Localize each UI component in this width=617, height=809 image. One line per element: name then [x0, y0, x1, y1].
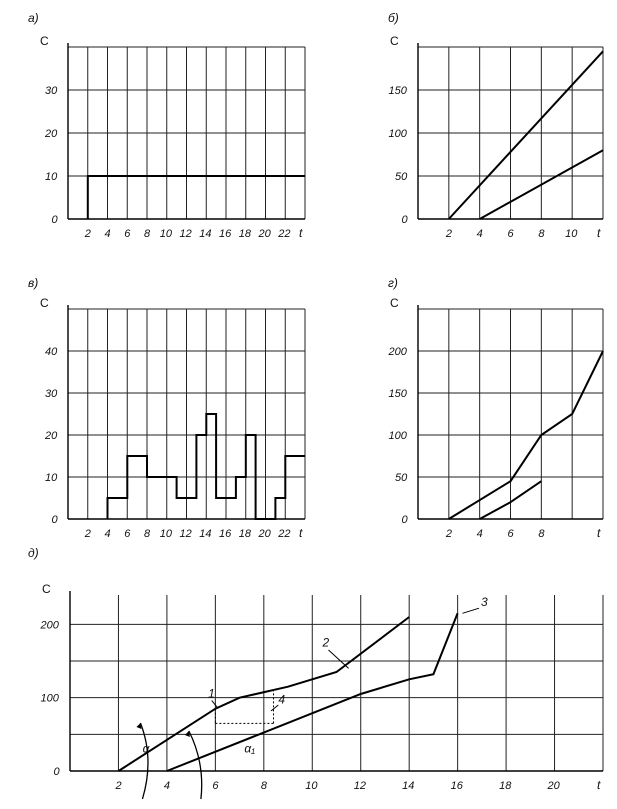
x-tick-label: 4	[476, 528, 483, 540]
y-tick-label: 50	[395, 171, 408, 183]
x-tick-label: 8	[260, 780, 267, 792]
x-tick-label: 18	[499, 780, 512, 792]
y-tick-label: 100	[388, 430, 407, 442]
x-tick-label: 12	[179, 228, 192, 240]
panel-label: в)	[28, 276, 39, 290]
x-tick-label: 6	[124, 528, 131, 540]
grid	[70, 595, 603, 771]
y-axis-label: C	[40, 296, 49, 310]
series-label-2: 2	[322, 635, 330, 650]
y-tick-label: 0	[53, 766, 60, 778]
chart-d	[28, 546, 603, 799]
y-tick-label: 0	[401, 514, 408, 526]
x-axis-label: t	[299, 226, 303, 240]
y-axis-label: C	[390, 296, 399, 310]
leader-line	[212, 701, 218, 708]
y-tick-label: 0	[51, 214, 58, 226]
x-tick-label: 14	[402, 780, 415, 792]
x-tick-label: 14	[199, 228, 212, 240]
x-tick-label: 16	[219, 228, 232, 240]
y-tick-label: 100	[388, 128, 407, 140]
chart-a	[28, 11, 305, 240]
leader-line	[329, 650, 349, 668]
y-tick-label: 0	[401, 214, 408, 226]
chart-g	[388, 276, 604, 540]
y-tick-label: 200	[388, 346, 407, 358]
panel-label: г)	[388, 276, 398, 290]
x-tick-label: 10	[159, 228, 172, 240]
panel-label: б)	[388, 11, 399, 25]
y-tick-label: 20	[45, 430, 58, 442]
y-tick-label: 40	[45, 346, 58, 358]
y-tick-label: 30	[45, 388, 58, 400]
angle-arc-alpha1	[189, 731, 202, 799]
x-tick-label: 8	[538, 228, 545, 240]
x-tick-label: 2	[84, 228, 91, 240]
grid	[68, 47, 305, 219]
x-tick-label: 18	[238, 228, 251, 240]
x-tick-label: 16	[450, 780, 463, 792]
x-tick-label: 4	[104, 528, 111, 540]
x-tick-label: 20	[258, 228, 271, 240]
annotation: α	[142, 741, 150, 756]
x-tick-label: 4	[104, 228, 111, 240]
y-axis-label: C	[40, 34, 49, 48]
y-tick-label: 150	[388, 388, 407, 400]
y-tick-label: 0	[51, 514, 58, 526]
annotation: 1	[208, 686, 215, 701]
x-tick-label: 10	[159, 528, 172, 540]
y-tick-label: 10	[45, 472, 58, 484]
y-tick-label: 150	[388, 85, 407, 97]
x-tick-label: 20	[258, 528, 271, 540]
x-tick-label: 4	[163, 780, 171, 792]
panel-label: д)	[28, 546, 39, 560]
x-tick-label: 2	[445, 528, 452, 540]
leader-line	[271, 705, 278, 711]
leader-line	[462, 608, 479, 613]
x-tick-label: 14	[199, 528, 212, 540]
x-axis-label: t	[299, 526, 303, 540]
x-axis-label: t	[597, 778, 601, 792]
x-tick-label: 6	[212, 780, 219, 792]
x-axis-label: t	[597, 526, 601, 540]
annotation: α₁	[244, 741, 256, 756]
x-tick-label: 16	[219, 528, 232, 540]
x-tick-label: 18	[238, 528, 251, 540]
chart-b	[388, 11, 603, 240]
x-tick-label: 8	[144, 528, 151, 540]
y-tick-label: 10	[45, 171, 58, 183]
x-tick-label: 20	[547, 780, 560, 792]
y-tick-label: 50	[395, 472, 408, 484]
grid	[68, 309, 305, 519]
x-axis-label: t	[597, 226, 601, 240]
x-tick-label: 6	[507, 228, 514, 240]
annotation: 4	[278, 692, 286, 707]
x-tick-label: 8	[538, 528, 545, 540]
x-tick-label: 6	[124, 228, 131, 240]
series-1-line	[88, 176, 305, 219]
grid	[418, 309, 603, 519]
x-tick-label: 2	[84, 528, 91, 540]
x-tick-label: 10	[305, 780, 318, 792]
y-tick-label: 100	[40, 692, 59, 705]
x-tick-label: 10	[565, 228, 578, 240]
x-tick-label: 12	[353, 780, 366, 792]
grid	[418, 47, 603, 219]
y-tick-label: 20	[45, 128, 58, 140]
x-tick-label: 22	[278, 528, 291, 540]
y-axis-label: C	[390, 34, 399, 48]
x-tick-label: 8	[144, 228, 151, 240]
panel-label: а)	[28, 11, 39, 25]
chart-v	[28, 276, 305, 540]
x-tick-label: 6	[507, 528, 514, 540]
x-tick-label: 4	[476, 228, 483, 240]
x-tick-label: 22	[278, 228, 291, 240]
x-tick-label: 2	[445, 228, 452, 240]
x-tick-label: 12	[179, 528, 192, 540]
series-label-3: 3	[481, 595, 488, 609]
y-tick-label: 200	[40, 619, 59, 632]
y-tick-label: 30	[45, 85, 58, 97]
y-axis-label: C	[42, 582, 51, 596]
x-tick-label: 2	[115, 780, 122, 792]
